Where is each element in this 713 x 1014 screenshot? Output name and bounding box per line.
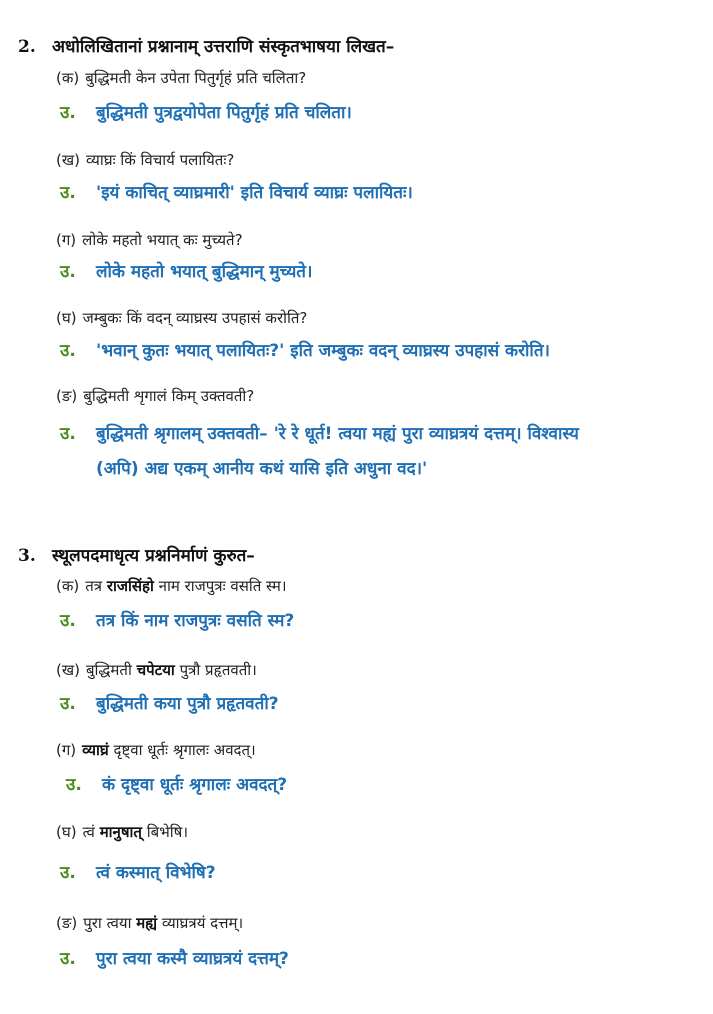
item-label: (घ) xyxy=(56,309,77,327)
question-post: व्याघ्रत्रयं दत्तम्। xyxy=(161,914,244,932)
answer-text: तत्र किं नाम राजपुत्रः वसति स्म? xyxy=(96,611,295,631)
answer-text: 'इयं काचित् व्याघ्रमारी' इति विचार्य व्याघ्रः पलायितः। xyxy=(96,183,413,203)
answer-continuation: (अपि) अद्य एकम् आनीय कथं यासि इति अधुना वद।' xyxy=(96,459,428,479)
question-item xyxy=(56,386,254,406)
question-item xyxy=(56,150,234,170)
section-instruction: अधोलिखितानां प्रश्नानाम् उत्तराणि संस्कृतभाषया लिखत– xyxy=(52,37,395,57)
answer-text: बुद्धिमती कया पुत्रौ प्रहृतवती? xyxy=(96,694,279,714)
item-label: (ग) xyxy=(56,741,77,759)
question-pre: पुरा त्वया xyxy=(83,914,132,932)
answer-marker: उ. xyxy=(66,775,82,795)
answer-text: पुरा त्वया कस्मै व्याघ्रत्रयं दत्तम्? xyxy=(96,949,289,969)
question-item xyxy=(56,740,256,760)
question-text: व्याघ्रः किं विचार्य पलायितः? xyxy=(85,151,235,169)
question-pre: त्वं xyxy=(82,823,95,841)
answer-marker: उ. xyxy=(60,103,76,123)
question-pre: तत्र xyxy=(85,577,103,595)
question-item xyxy=(56,913,243,933)
question-post: दृष्ट्वा धूर्तः श्रृगालः अवदत्। xyxy=(113,741,256,759)
answer-item xyxy=(60,946,289,969)
answer-text: कं दृष्ट्वा धूर्तः श्रृगालः अवदत्? xyxy=(102,775,288,795)
item-label: (घ) xyxy=(56,823,77,841)
section-2-heading xyxy=(18,34,394,57)
question-text: बुद्धिमती केन उपेता पितुर्गृहं प्रति चलिता? xyxy=(85,69,307,87)
item-label: (ख) xyxy=(56,661,80,679)
question-bold-word: चपेटया xyxy=(136,661,175,679)
item-label: (ग) xyxy=(56,231,77,249)
item-label: (क) xyxy=(56,577,80,595)
question-pre: बुद्धिमती xyxy=(85,661,132,679)
answer-marker: उ. xyxy=(60,694,76,714)
item-label: (ङ) xyxy=(56,387,78,405)
question-bold-word: मह्यं xyxy=(136,914,158,932)
question-post: बिभेषि। xyxy=(146,823,189,841)
item-label: (क) xyxy=(56,69,80,87)
answer-marker: उ. xyxy=(60,341,76,361)
answer-item xyxy=(60,608,294,631)
section-number: 2. xyxy=(18,37,36,57)
section-number: 3. xyxy=(18,546,36,566)
answer-item xyxy=(60,180,413,203)
question-item xyxy=(56,308,307,328)
item-label: (ख) xyxy=(56,151,80,169)
question-text: जम्बुकः किं वदन् व्याघ्रस्य उपहासं करोति? xyxy=(82,309,308,327)
answer-marker: उ. xyxy=(60,262,76,282)
answer-item xyxy=(60,691,279,714)
answer-item xyxy=(60,338,550,361)
answer-item xyxy=(60,259,312,282)
question-text: लोके महतो भयात् कः मुच्यते? xyxy=(82,231,243,249)
question-item xyxy=(56,230,243,250)
answer-item xyxy=(60,860,216,883)
question-bold-word: व्याघ्रं xyxy=(82,741,109,759)
answer-marker: उ. xyxy=(60,611,76,631)
question-bold-word: मानुषात् xyxy=(99,823,142,841)
answer-text: 'भवान् कुतः भयात् पलायितः?' इति जम्बुकः वदन् व्याघ्रस्य उपहासं करोति। xyxy=(96,341,550,361)
answer-text: बुद्धिमती पुत्रद्वयोपेता पितुर्गृहं प्रति चलिता। xyxy=(96,103,352,123)
question-item xyxy=(56,576,287,596)
item-label: (ङ) xyxy=(56,914,78,932)
question-post: पुत्रौ प्रहृतवती। xyxy=(179,661,257,679)
question-text: बुद्धिमती शृगालं किम् उक्तवती? xyxy=(83,387,255,405)
answer-marker: उ. xyxy=(60,183,76,203)
answer-text: त्वं कस्मात् विभेषि? xyxy=(96,863,216,883)
question-bold-word: राजसिंहो xyxy=(106,577,154,595)
answer-item xyxy=(60,421,579,444)
question-item xyxy=(56,68,306,88)
answer-item xyxy=(60,100,352,123)
answer-text: लोके महतो भयात् बुद्धिमान् मुच्यते। xyxy=(96,262,313,282)
section-instruction: स्थूलपदमाधृत्य प्रश्ननिर्माणं कुरुत– xyxy=(52,546,255,566)
answer-text: बुद्धिमती श्रृगालम् उक्तवती– 'रे रे धूर्त! त्वया मह्यं पुरा व्याघ्रत्रयं दत्तम्। विश्वास्य xyxy=(96,424,579,444)
question-post: नाम राजपुत्रः वसति स्म। xyxy=(158,577,287,595)
answer-marker: उ. xyxy=(60,863,76,883)
answer-marker: उ. xyxy=(60,424,76,444)
answer-marker: उ. xyxy=(60,949,76,969)
question-item xyxy=(56,822,188,842)
answer-item xyxy=(66,772,287,795)
question-item xyxy=(56,660,257,680)
section-3-heading xyxy=(18,543,255,566)
